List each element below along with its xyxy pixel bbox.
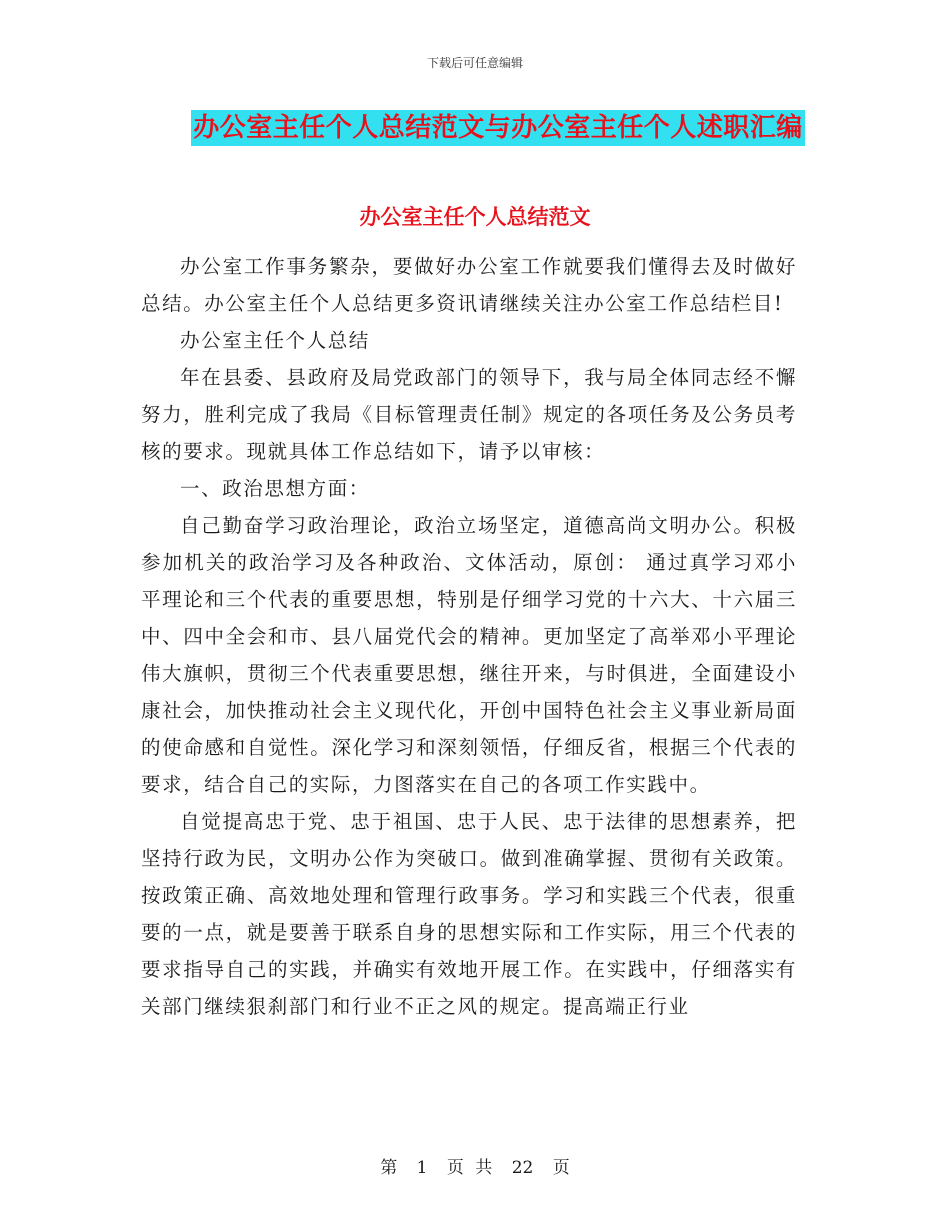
paragraph-subtitle: 办公室主任个人总结 <box>180 329 370 352</box>
paragraph-heading-politics: 一、政治思想方面： <box>180 477 370 500</box>
section-title: 办公室主任个人总结范文 <box>359 204 591 229</box>
document-body <box>141 248 797 1025</box>
document-title: 办公室主任个人总结范文与办公室主任个人述职汇编 <box>191 110 805 146</box>
footer-page-number: 1 <box>416 1158 428 1178</box>
paragraph-politics-study: 自己勤奋学习政治理论，政治立场坚定，道德高尚文明办公。积极参加机关的政治学习及各种政治、文体活动，原创： 通过真学习邓小平理论和三个代表的重要思想，特别是仔细学习党的十六大、十六届三中、四中全会和市、县八届党代会的精神。更加坚定了高举邓小平理论伟大旗帜，贯彻三个代表重要思想，继往开来，与时俱进，全面建设小康社会，加快推动社会主义现代化，开创中国特色社会主义事业新局面的使命感和自觉性。深化学习和深刻领悟，仔细反省，根据三个代表的要求，结合自己的实际，力图落实在自己的各项工作实践中。 <box>141 514 797 796</box>
footer-total-pages: 22 <box>511 1158 534 1178</box>
footer-suffix: 页 <box>552 1158 570 1178</box>
paragraph-intro: 办公室工作事务繁杂，要做好办公室工作就要我们懂得去及时做好总结。办公室主任个人总结更多资讯请继续关注办公室工作总结栏目! <box>141 255 797 315</box>
document-title-container <box>0 110 950 146</box>
header-note: 下载后可任意编辑 <box>426 56 523 70</box>
footer-prefix: 第 <box>380 1158 398 1178</box>
paragraph-overview: 年在县委、县政府及局党政部门的领导下，我与局全体同志经不懈努力，胜利完成了我局《目标管理责任制》规定的各项任务及公务员考核的要求。现就具体工作总结如下，请予以审核： <box>141 366 797 463</box>
paragraph-politics-practice: 自觉提高忠于党、忠于祖国、忠于人民、忠于法律的思想素养，把坚持行政为民，文明办公作为突破口。做到准确掌握、贯彻有关政策。按政策正确、高效地处理和管理行政事务。学习和实践三个代表，很重要的一点，就是要善于联系自身的思想实际和工作实际，用三个代表的要求指导自己的实践，并确实有效地开展工作。在实践中，仔细落实有关部门继续狠刹部门和行业不正之风的规定。提高端正行业 <box>141 810 797 1018</box>
page-footer <box>0 1153 950 1178</box>
footer-middle: 页 共 <box>446 1158 493 1178</box>
